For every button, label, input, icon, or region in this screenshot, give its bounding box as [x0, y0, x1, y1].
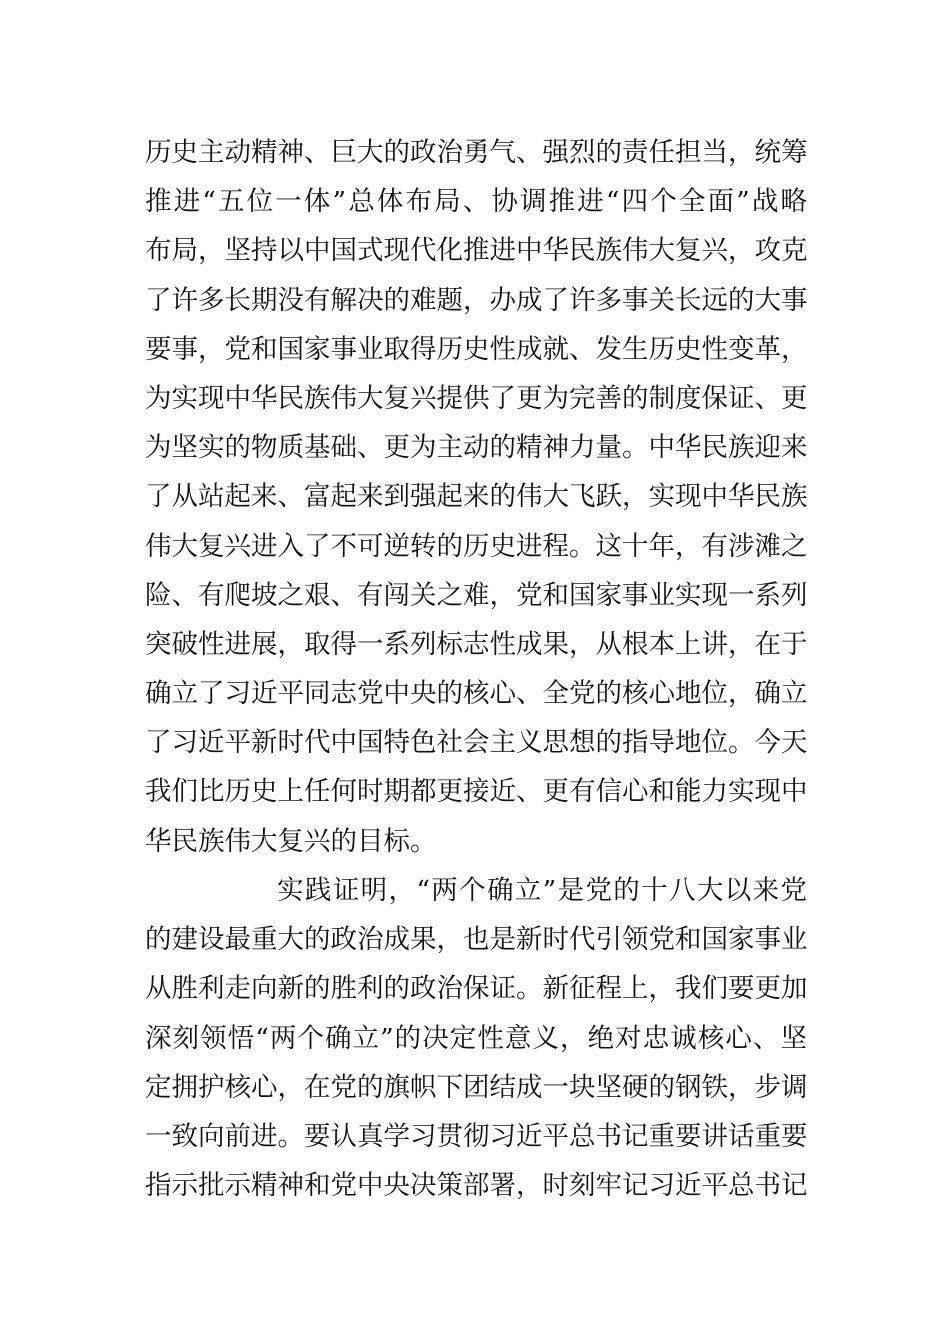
paragraph-2-line-4: 深刻领悟“两个确立”的决定性意义，绝对忠诚核心、坚: [145, 1022, 807, 1054]
paragraph-1-line-6: 为实现中华民族伟大复兴提供了更为完善的制度保证、更: [145, 382, 808, 414]
paragraph-2-line-6: 一致向前进。要认真学习贯彻习近平总书记重要讲话重要: [145, 1120, 808, 1152]
paragraph-1-line-5: 要事，党和国家事业取得历史性成就、发生历史性变革，: [145, 333, 808, 365]
paragraph-1-line-13: 了习近平新时代中国特色社会主义思想的指导地位。今天: [145, 727, 808, 759]
paragraph-1-line-8: 了从站起来、富起来到强起来的伟大飞跃，实现中华民族: [145, 481, 808, 513]
paragraph-1-line-10: 险、有爬坡之艰、有闯关之难，党和国家事业实现一系列: [145, 579, 808, 611]
paragraph-2: [145, 866, 807, 1210]
paragraph-1-line-1: 历史主动精神、巨大的政治勇气、强烈的责任担当，统筹: [145, 137, 808, 168]
paragraph-1-line-11: 突破性进展，取得一系列标志性成果，从根本上讲，在于: [145, 628, 808, 660]
paragraph-1-line-3: 布局，坚持以中国式现代化推进中华民族伟大复兴，攻克: [145, 235, 808, 267]
paragraph-2-line-5: 定拥护核心，在党的旗帜下团结成一块坚硬的钢铁，步调: [145, 1071, 808, 1103]
paragraph-1-line-2: 推进“五位一体”总体布局、协调推进“四个全面”战略: [145, 186, 807, 218]
paragraph-2-line-3: 从胜利走向新的胜利的政治保证。新征程上，我们要更加: [145, 973, 808, 1005]
paragraph-2-line-1: 实践证明，“两个确立”是党的十八大以来党: [277, 875, 807, 906]
paragraph-1-line-9: 伟大复兴进入了不可逆转的历史进程。这十年，有涉滩之: [145, 530, 808, 562]
paragraph-1-line-15: 华民族伟大复兴的目标。: [145, 825, 437, 857]
paragraph-2-line-7: 指示批示精神和党中央决策部署，时刻牢记习近平总书记: [145, 1170, 808, 1202]
paragraph-1: [145, 128, 807, 866]
paragraph-1-line-14: 我们比历史上任何时期都更接近、更有信心和能力实现中: [145, 776, 808, 808]
paragraph-1-line-4: 了许多长期没有解决的难题，办成了许多事关长远的大事: [145, 284, 808, 316]
paragraph-1-line-12: 确立了习近平同志党中央的核心、全党的核心地位，确立: [145, 678, 808, 710]
paragraph-2-line-2: 的建设最重大的政治成果，也是新时代引领党和国家事业: [145, 924, 808, 956]
paragraph-1-line-7: 为坚实的物质基础、更为主动的精神力量。中华民族迎来: [145, 432, 808, 464]
